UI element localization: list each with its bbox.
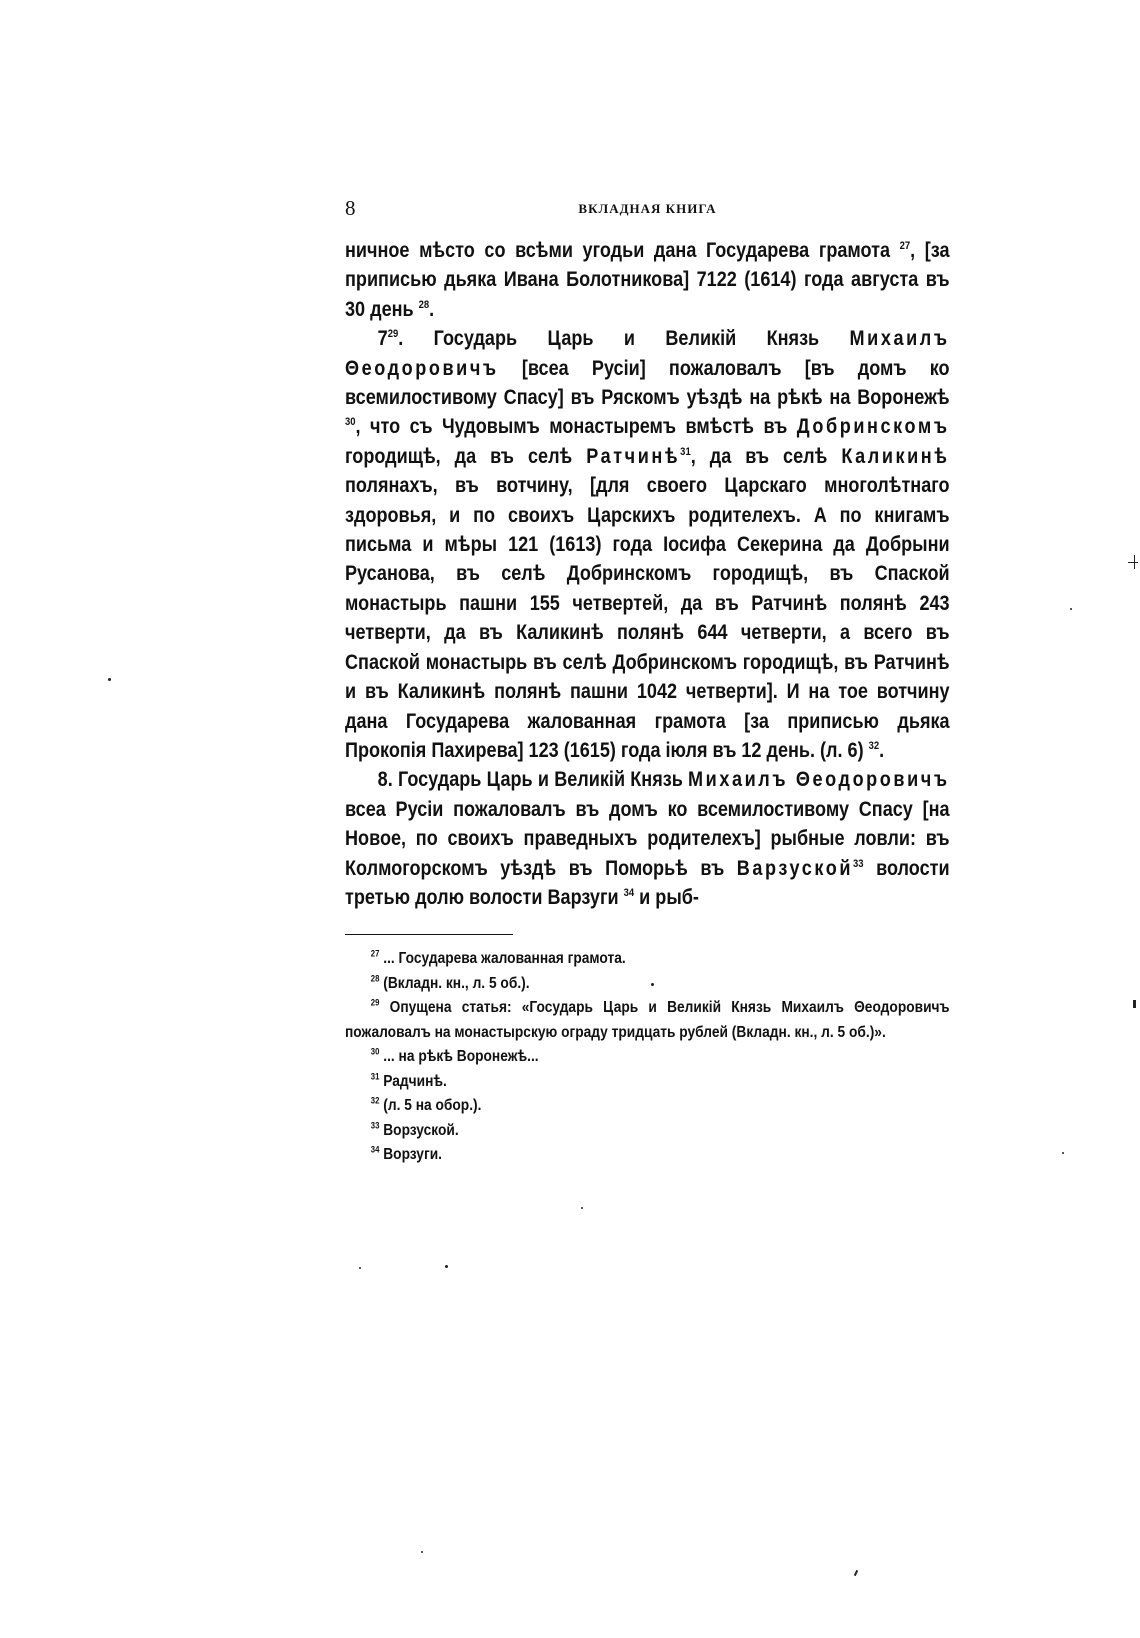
- page-number: 8: [345, 196, 356, 220]
- footnote-ref-33[interactable]: 33: [853, 857, 864, 870]
- scan-speck: [108, 678, 111, 681]
- scan-mark: [1133, 1000, 1136, 1008]
- footnote-ref-32[interactable]: 32: [868, 739, 880, 752]
- scan-speck: [421, 1551, 423, 1553]
- footnote-34: [345, 1143, 950, 1168]
- text-span: .: [429, 297, 435, 321]
- footnote-ref-30[interactable]: 30: [345, 416, 356, 429]
- footnote-30: [345, 1045, 950, 1070]
- footnote-mark: 30: [370, 1047, 380, 1058]
- book-page: [345, 196, 950, 1168]
- page-header: [345, 196, 950, 224]
- footnote-27: [345, 947, 950, 972]
- text-span: ничное мѣсто со всѣми угодьи дана Государева грамота: [345, 239, 900, 262]
- spaced-place: Варзуской: [736, 856, 854, 880]
- footnote-ref-31[interactable]: 31: [680, 445, 691, 458]
- text-span: всеа Русіи пожаловалъ въ домъ ко всемилостивому Спасу [на Новое, по своихъ праведныхъ родителехъ] рыбные ловли: въ Колмогорскомъ уѣздѣ въ Поморьѣ въ: [345, 797, 950, 880]
- scan-speck: [359, 1267, 361, 1269]
- footnote-mark: 32: [370, 1096, 380, 1107]
- text-span: , да въ селѣ: [690, 444, 842, 468]
- footnotes: [345, 947, 950, 1168]
- footnote-31: [345, 1070, 950, 1095]
- footnote-33: [345, 1119, 950, 1144]
- text-span: и рыб-: [634, 885, 699, 909]
- entry-8: [345, 765, 950, 912]
- footnote-mark: 34: [370, 1145, 380, 1156]
- entry-number-7: 7: [377, 327, 388, 351]
- footnote-text: ... Государева жалованная грамота.: [383, 950, 626, 968]
- scan-speck: [1070, 608, 1072, 610]
- footnote-29: [345, 996, 950, 1045]
- footnote-text: Опущена статья: «Государь Царь и Великій Князь Михаилъ Θеодоровичъ пожаловалъ на монастырскую ограду тридцать рублей (Вкладн. кн., л. 5 об.)».: [345, 999, 950, 1041]
- text-span: , [за приписью дьяка Ивана Болотникова] 7122 (1614) года августа въ 30 день: [345, 239, 950, 321]
- footnote-text: ... на рѣкѣ Воронежѣ...: [383, 1048, 539, 1066]
- footnote-ref-29[interactable]: 29: [387, 328, 399, 341]
- footnote-ref-34[interactable]: 34: [623, 886, 635, 899]
- text-span: . Государь Царь и Великій Князь: [398, 327, 850, 351]
- entry-7: [345, 324, 950, 765]
- footnote-ref-28[interactable]: 28: [418, 298, 430, 311]
- scan-mark: [1134, 555, 1135, 569]
- scan-mark: [854, 1570, 858, 1576]
- entry-number-8: 8: [377, 768, 388, 792]
- main-text: [345, 236, 950, 912]
- spaced-place: Добринскомъ: [796, 415, 950, 439]
- footnote-text: Радчинѣ.: [383, 1072, 447, 1090]
- running-head: ВКЛАДНАЯ КНИГА: [578, 201, 717, 216]
- paragraph-continuation: [345, 236, 950, 324]
- text-span: , что съ Чудовымъ монастыремъ вмѣстѣ въ: [355, 415, 797, 439]
- text-span: .: [879, 738, 885, 762]
- footnote-divider: [345, 934, 513, 935]
- text-span: . Государь Царь и Великій Князь: [387, 768, 689, 792]
- text-span: волости третью долю волости Варзуги: [345, 856, 950, 909]
- footnote-text: Ворзуги.: [383, 1146, 442, 1164]
- spaced-name: Михаилъ Θеодоровичъ: [345, 327, 950, 380]
- scan-speck: [651, 983, 654, 986]
- footnote-ref-27[interactable]: 27: [899, 240, 911, 252]
- footnote-mark: 27: [370, 949, 380, 960]
- footnote-mark: 33: [370, 1120, 380, 1131]
- footnote-text: Ворзуской.: [383, 1121, 459, 1139]
- footnote-text: (л. 5 на обор.).: [383, 1097, 482, 1115]
- text-span: [всеа Русіи] пожаловалъ [въ домъ ко всемилостивому Спасу] въ Ряскомъ уѣздѣ на рѣкѣ на Воронежѣ: [345, 356, 950, 410]
- spaced-name: Михаилъ Θеодоровичъ: [688, 768, 950, 792]
- footnote-32: [345, 1094, 950, 1119]
- text-span: городищѣ, да въ селѣ: [345, 444, 587, 468]
- scan-mark: [1128, 562, 1138, 563]
- footnote-mark: 29: [370, 998, 380, 1009]
- scan-speck: [1062, 1152, 1064, 1154]
- footnote-28: [345, 972, 950, 997]
- spaced-place: Каликинѣ: [841, 444, 950, 468]
- scan-speck: [581, 1207, 583, 1209]
- footnote-text: (Вкладн. кн., л. 5 об.).: [383, 974, 530, 992]
- scan-speck: [445, 1265, 448, 1268]
- spaced-place: Ратчинѣ: [586, 444, 681, 468]
- footnote-mark: 28: [370, 973, 380, 984]
- footnote-mark: 31: [370, 1071, 380, 1082]
- text-span: полянахъ, въ вотчину, [для своего Царскаго многолѣтнаго здоровья, и по своихъ Царскихъ родителехъ. А по книгамъ письма и мѣры 121 (1613) года Іосифа Секерина да Добрыни Русанова, въ селѣ Добринскомъ городищѣ, въ Спаской монастырь пашни 155 четвертей, да въ Ратчинѣ полянѣ 243 четверти, да въ Каликинѣ полянѣ 644 четверти, а всего въ Спаской монастырь въ селѣ Добринскомъ городищѣ, въ Ратчинѣ и въ Каликинѣ полянѣ пашни 1042 четверти]. И на тое вотчину дана Государева жалованная грамота [за приписью дьяка Прокопія Пахирева] 123 (1615) года іюля въ 12 день. (л. 6): [345, 474, 950, 762]
